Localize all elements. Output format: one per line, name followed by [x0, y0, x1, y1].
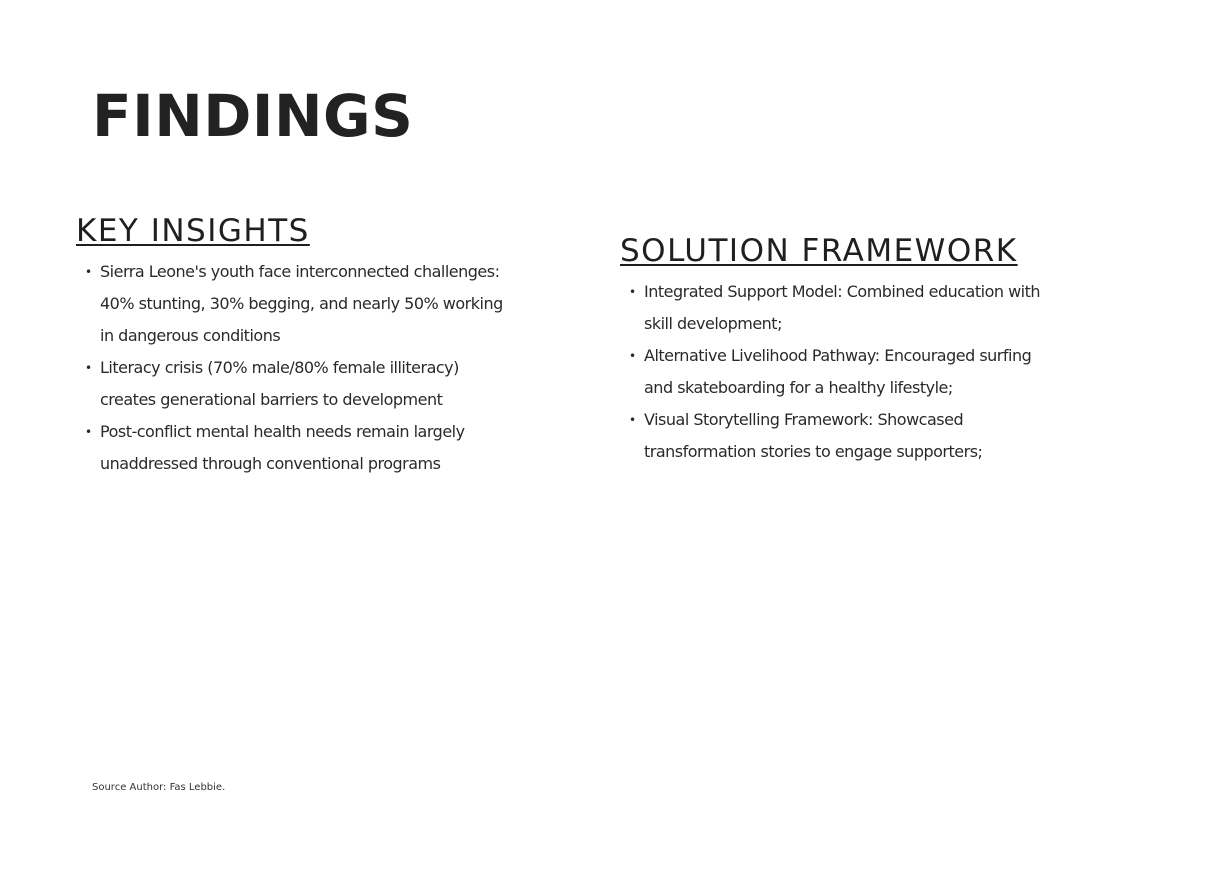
bullet-icon: •: [85, 265, 92, 279]
bullet-icon: •: [629, 349, 636, 363]
bullet-icon: •: [85, 361, 92, 375]
bullet-icon: •: [629, 413, 636, 427]
bullet-icon: •: [629, 285, 636, 299]
key-insights-list: [76, 256, 526, 480]
page-title: FINDINGS: [92, 82, 414, 150]
solution-framework-item-text: Alternative Livelihood Pathway: Encouraged surfing and skateboarding for a healthy lifestyle;: [644, 346, 1032, 397]
key-insights-item-text: Sierra Leone's youth face interconnected challenges: 40% stunting, 30% begging, and nearly 50% working in dangerous conditions: [100, 262, 503, 345]
solution-framework-section: [620, 232, 1080, 468]
solution-framework-item-text: Integrated Support Model: Combined education with skill development;: [644, 282, 1041, 333]
source-attribution: Source Author: Fas Lebbie.: [92, 782, 226, 793]
solution-framework-item: [620, 340, 1060, 404]
key-insights-item-text: Post-conflict mental health needs remain largely unaddressed through conventional programs: [100, 422, 465, 473]
key-insights-item: [76, 416, 526, 480]
key-insights-item-text: Literacy crisis (70% male/80% female illiteracy) creates generational barriers to development: [100, 358, 459, 409]
solution-framework-heading: SOLUTION FRAMEWORK: [620, 233, 1018, 269]
solution-framework-item-text: Visual Storytelling Framework: Showcased transformation stories to engage supporters;: [644, 410, 983, 461]
key-insights-section: [76, 212, 546, 480]
solution-framework-item: [620, 404, 1060, 468]
key-insights-heading: KEY INSIGHTS: [76, 213, 310, 249]
solution-framework-item: [620, 276, 1060, 340]
solution-framework-list: [620, 276, 1060, 468]
key-insights-item: [76, 256, 526, 352]
key-insights-item: [76, 352, 526, 416]
bullet-icon: •: [85, 425, 92, 439]
